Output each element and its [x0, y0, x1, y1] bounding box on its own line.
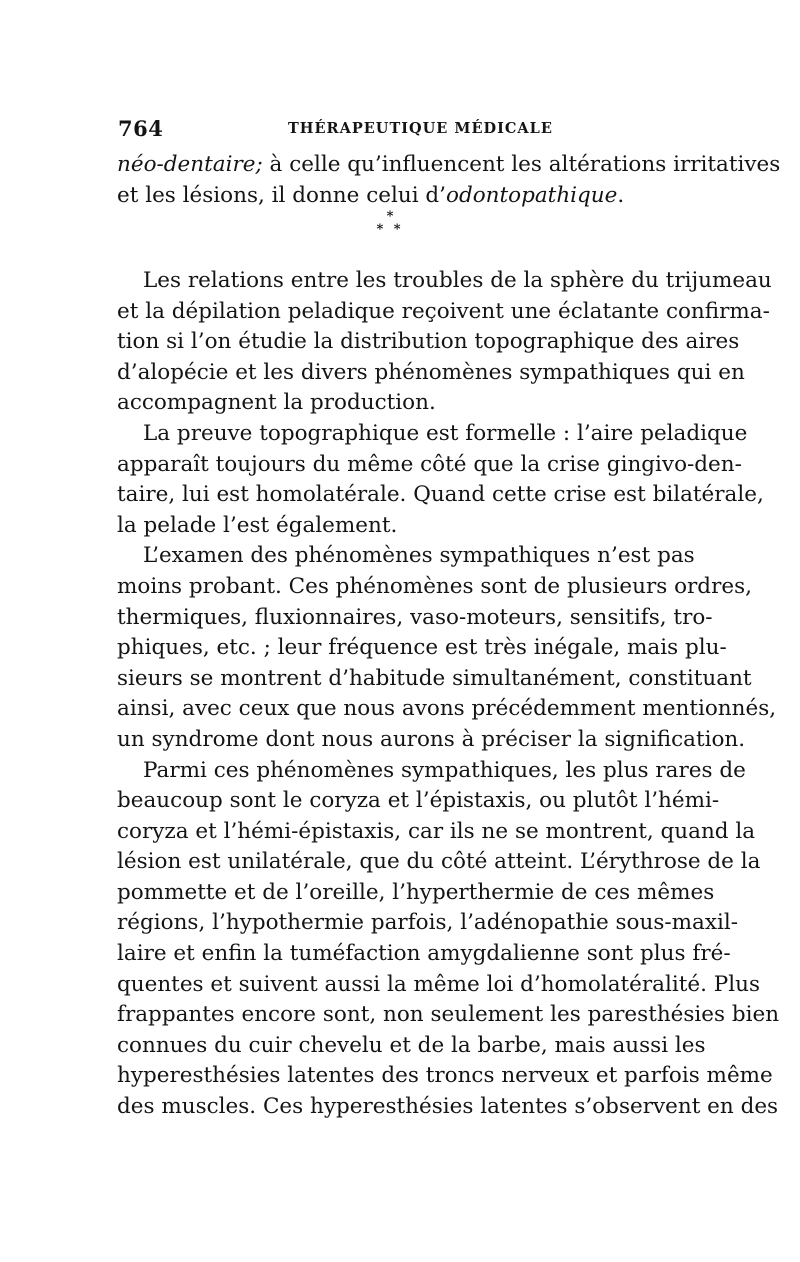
text-line: régions, l’hypothermie parfois, l’adénopathie sous-maxil-	[117, 910, 738, 936]
text-line: la pelade l’est également.	[117, 512, 398, 538]
text-line: thermiques, fluxionnaires, vaso-moteurs, sensitifs, tro-	[117, 604, 713, 630]
text-line: ainsi, avec ceux que nous avons précédemment mentionnés,	[117, 696, 777, 722]
text-line: sieurs se montrent d’habitude simultanément, constituant	[117, 665, 752, 691]
text-line: Les relations entre les troubles de la sphère du trijumeau	[143, 268, 772, 293]
intro-text	[117, 150, 781, 211]
page-number: 764	[118, 116, 164, 141]
text-fragment: à celle qu’influencent les altérations irritatives	[262, 152, 781, 177]
text-line: tion si l’on étudie la distribution topographique des aires	[117, 329, 740, 355]
text-line: et la dépilation peladique reçoivent une éclatante confirma-	[117, 298, 770, 324]
italic-term: néo-dentaire;	[117, 152, 263, 177]
running-title: THÉRAPEUTIQUE MÉDICALE	[288, 120, 553, 137]
text-fragment: et les lésions, il donne celui d’	[117, 182, 447, 208]
text-line: apparaît toujours du même côté que la crise gingivo-den-	[117, 451, 742, 477]
text-line: hyperesthésies latentes des troncs nerveux et parfois même	[117, 1063, 773, 1089]
page-header	[118, 116, 678, 142]
text-line: La preuve topographique est formelle : l’aire peladique	[143, 420, 748, 446]
text-line: L’examen des phénomènes sympathiques n’est pas	[143, 543, 695, 569]
text-line: quentes et suivent aussi la même loi d’homolatéralité. Plus	[117, 971, 760, 997]
text-fragment: .	[617, 182, 625, 208]
text-line: beaucoup sont le coryza et l’épistaxis, ou plutôt l’hémi-	[117, 788, 720, 814]
text-line: pommette et de l’oreille, l’hyperthermie de ces mêmes	[117, 879, 715, 905]
text-line: accompagnent la production.	[117, 390, 436, 416]
text-line	[117, 181, 683, 212]
text-line: frappantes encore sont, non seulement les paresthésies bien	[117, 1002, 780, 1028]
text-line: coryza et l’hémi-épistaxis, car ils ne se montrent, quand la	[117, 818, 756, 844]
section-asterism	[370, 210, 410, 252]
italic-term: odontopathique	[446, 182, 618, 208]
text-line: moins probant. Ces phénomènes sont de plusieurs ordres,	[117, 573, 752, 599]
text-line: taire, lui est homolatérale. Quand cette crise est bilatérale,	[117, 482, 764, 508]
text-line: connues du cuir chevelu et de la barbe, mais aussi les	[117, 1032, 706, 1058]
text-line: Parmi ces phénomènes sympathiques, les plus rares de	[143, 757, 746, 783]
main-text	[117, 266, 780, 1123]
text-line: des muscles. Ces hyperesthésies latentes s’observent en des	[117, 1094, 779, 1120]
text-line: un syndrome dont nous aurons à préciser la signification.	[117, 726, 746, 752]
text-line: lésion est unilatérale, que du côté atteint. L’érythrose de la	[117, 849, 761, 875]
text-line: d’alopécie et les divers phénomènes sympathiques qui en	[117, 359, 745, 385]
text-line	[117, 150, 781, 181]
asterism-top: *	[386, 209, 394, 224]
text-line: phiques, etc. ; leur fréquence est très inégale, mais plu-	[117, 635, 727, 661]
text-line: laire et enfin la tuméfaction amygdalienne sont plus fré-	[117, 941, 731, 967]
asterism-bottom: * *	[376, 222, 404, 237]
